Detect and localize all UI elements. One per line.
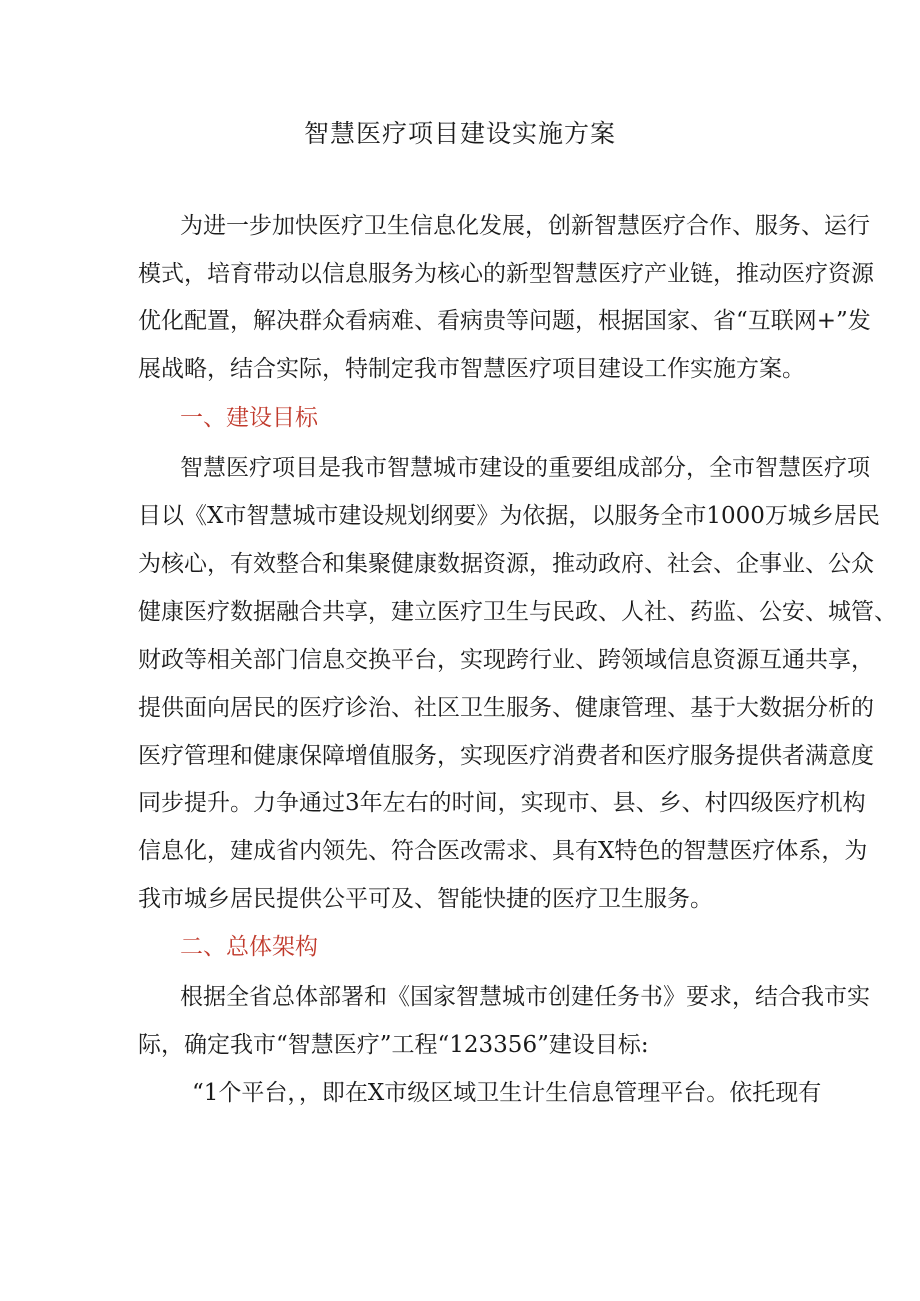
intro-line: 为进一步加快医疗卫生信息化发展，创新智慧医疗合作、服务、运行 (180, 213, 870, 239)
section-heading-goals: 一、建设目标 (180, 405, 318, 431)
intro-line: 优化配置，解决群众看病难、看病贵等问题，根据国家、省“互联网+”发 (138, 308, 871, 334)
paragraph-line: 健康医疗数据融合共享，建立医疗卫生与民政、人社、药监、公安、城管、 (138, 599, 897, 625)
paragraph-line: 为核心，有效整合和集聚健康数据资源，推动政府、社会、企事业、公众 (138, 551, 874, 577)
paragraph-line: 提供面向居民的医疗诊治、社区卫生服务、健康管理、基于大数据分析的 (138, 695, 874, 721)
paragraph-line: 同步提升。力争通过3年左右的时间，实现市、县、乡、村四级医疗机构 (138, 790, 866, 816)
paragraph-line: 我市城乡居民提供公平可及、智能快捷的医疗卫生服务。 (138, 886, 713, 912)
paragraph-line: 信息化，建成省内领先、符合医改需求、具有X特色的智慧医疗体系，为 (138, 838, 868, 864)
paragraph-line: 智慧医疗项目是我市智慧城市建设的重要组成部分，全市智慧医疗项 (180, 455, 870, 481)
paragraph-line: 财政等相关部门信息交换平台，实现跨行业、跨领域信息资源互通共享， (138, 647, 874, 673)
paragraph-line: 目以《X市智慧城市建设规划纲要》为依据，以服务全市1000万城乡居民 (138, 503, 880, 529)
paragraph-line: 医疗管理和健康保障增值服务，实现医疗消费者和医疗服务提供者满意度 (138, 743, 874, 769)
document-title: 智慧医疗项目建设实施方案 (303, 119, 616, 148)
section-heading-architecture: 二、总体架构 (180, 934, 318, 960)
paragraph-line: 根据全省总体部署和《国家智慧城市创建任务书》要求，结合我市实 (180, 984, 870, 1010)
paragraph-line: 际，确定我市“智慧医疗”工程“123356”建设目标: (138, 1032, 649, 1058)
paragraph-line: “1个平台，，即在X市级区域卫生计生信息管理平台。依托现有 (192, 1080, 822, 1106)
intro-line: 模式，培育带动以信息服务为核心的新型智慧医疗产业链，推动医疗资源 (138, 261, 874, 287)
intro-line: 展战略，结合实际，特制定我市智慧医疗项目建设工作实施方案。 (138, 356, 805, 382)
